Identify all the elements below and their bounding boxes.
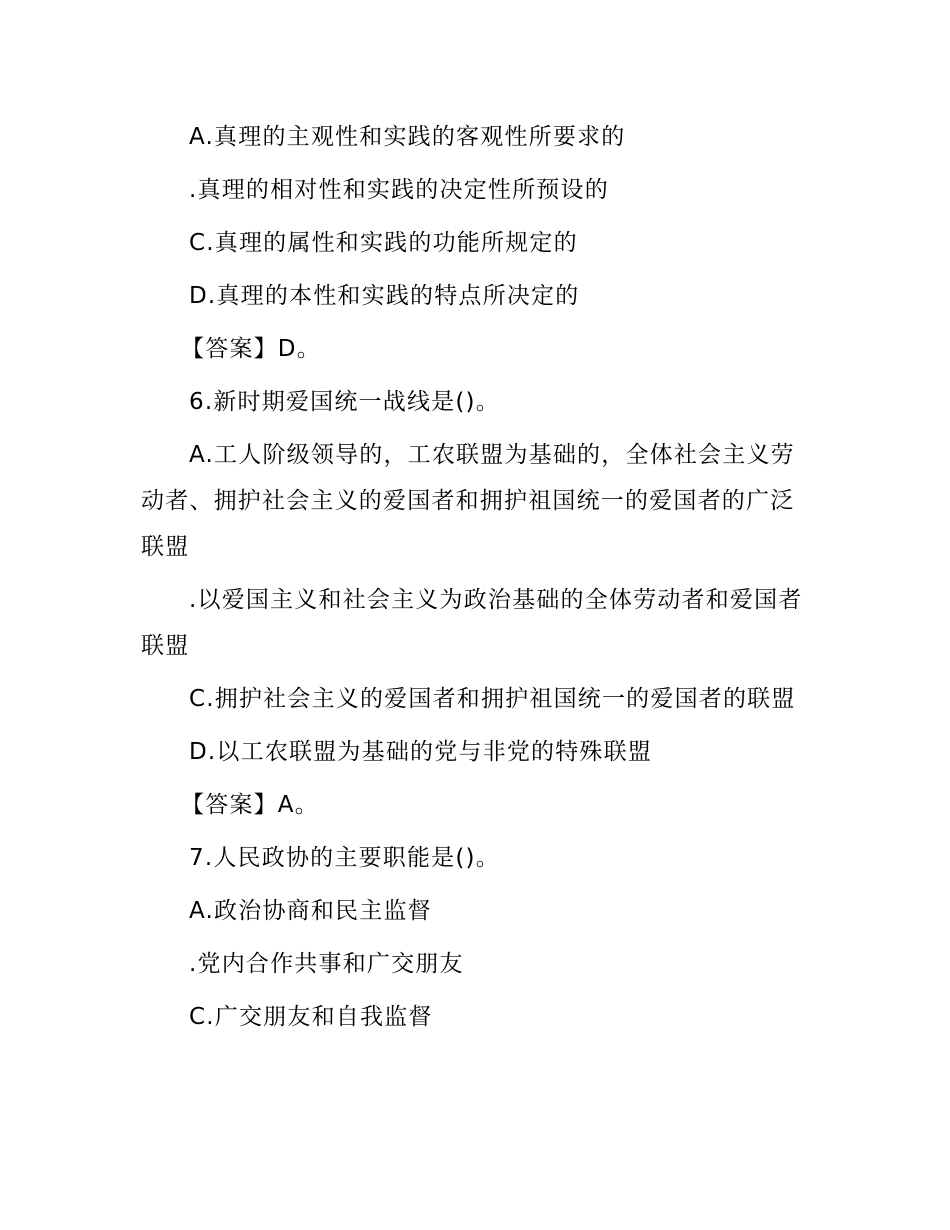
option-a-q5: A.真理的主观性和实践的客观性所要求的 bbox=[189, 124, 626, 150]
option-b-q6: .以爱国主义和社会主义为政治基础的全体劳动者和爱国者联盟 bbox=[141, 587, 803, 659]
question-6: 6.新时期爱国统一战线是()。 bbox=[189, 389, 500, 415]
answer-q5: 【答案】D。 bbox=[181, 336, 321, 362]
option-a-q7: A.政治协商和民主监督 bbox=[189, 898, 432, 924]
option-a-q6: A.工人阶级领导的，工农联盟为基础的，全体社会主义劳动者、拥护社会主义的爱国者和拥护祖国统一的爱国者的广泛联盟 bbox=[141, 442, 795, 560]
option-d-q6: D.以工农联盟为基础的党与非党的特殊联盟 bbox=[189, 739, 653, 765]
option-b-q5: .真理的相对性和实践的决定性所预设的 bbox=[189, 177, 609, 203]
option-c-q7: C.广交朋友和自我监督 bbox=[189, 1004, 433, 1030]
option-c-q5: C.真理的属性和实践的功能所规定的 bbox=[189, 230, 578, 256]
answer-q6: 【答案】A。 bbox=[181, 792, 319, 818]
option-c-q6: C.拥护社会主义的爱国者和拥护祖国统一的爱国者的联盟 bbox=[189, 686, 796, 712]
option-d-q5: D.真理的本性和实践的特点所决定的 bbox=[189, 283, 580, 309]
option-b-q7: .党内合作共事和广交朋友 bbox=[189, 951, 464, 977]
question-7: 7.人民政协的主要职能是()。 bbox=[189, 845, 500, 871]
document-body bbox=[141, 114, 813, 1047]
